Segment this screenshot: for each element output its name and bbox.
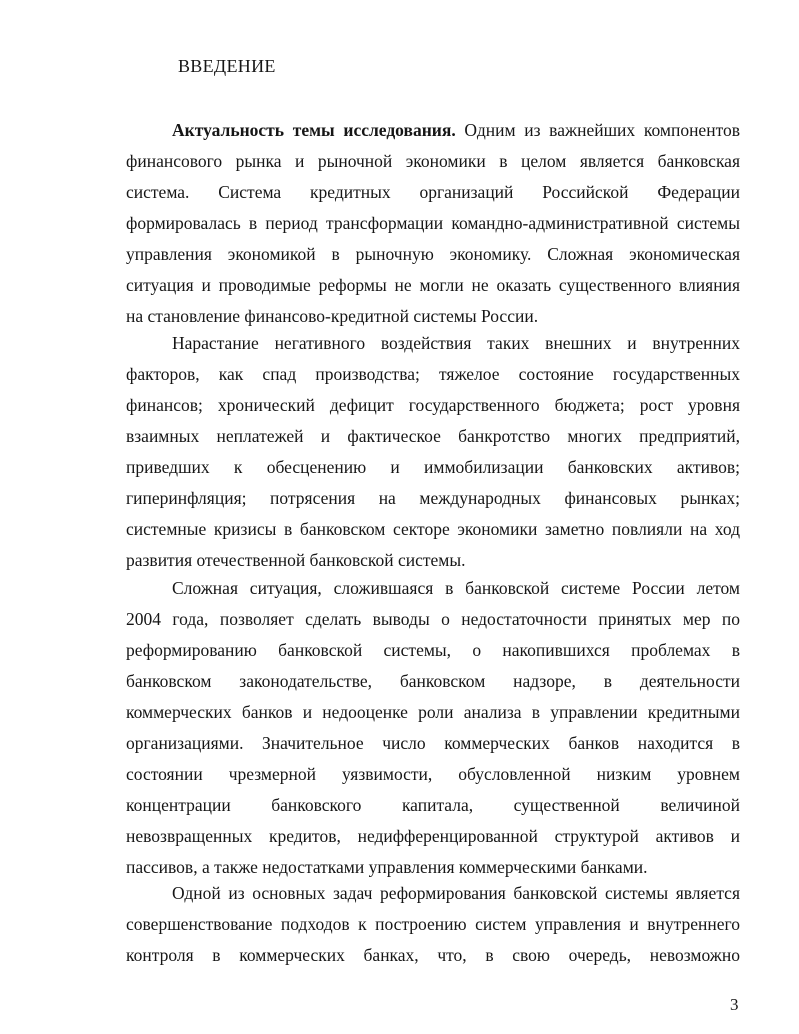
paragraph-line: на становление финансово-кредитной системы России.: [126, 306, 539, 326]
paragraph-line: контроля в коммерческих банках, что, в свою очередь, невозможно: [126, 945, 740, 965]
paragraph-line: гиперинфляция; потрясения на международных финансовых рынках;: [126, 488, 740, 508]
paragraph-line: совершенствование подходов к построению систем управления и внутреннего: [126, 914, 740, 934]
paragraph-line: [126, 115, 740, 146]
paragraph-line: формировалась в период трансформации командно-административной системы: [126, 213, 740, 233]
paragraph-line: системные кризисы в банковском секторе экономики заметно повлияли на ход: [126, 519, 740, 539]
paragraph-line: ситуация и проводимые реформы не могли не оказать существенного влияния: [126, 275, 740, 295]
paragraph-line: факторов, как спад производства; тяжелое состояние государственных: [126, 364, 740, 384]
paragraph-line: взаимных неплатежей и фактическое банкротство многих предприятий,: [126, 426, 740, 446]
paragraph-4: [126, 878, 740, 971]
paragraph-line: система. Система кредитных организаций Российской Федерации: [126, 182, 740, 202]
section-heading: ВВЕДЕНИЕ: [178, 56, 276, 76]
paragraph-line: развития отечественной банковской системы.: [126, 550, 466, 570]
paragraph-line: Нарастание негативного воздействия таких внешних и внутренних: [172, 333, 740, 353]
paragraph-line: финансов; хронический дефицит государственного бюджета; рост уровня: [126, 395, 740, 415]
paragraph-line: 2004 года, позволяет сделать выводы о недостаточности принятых мер по: [126, 609, 740, 629]
paragraph-line: пассивов, а также недостатками управления коммерческими банками.: [126, 857, 648, 877]
paragraph-line: Сложная ситуация, сложившаяся в банковской системе России летом: [172, 578, 740, 598]
paragraph-line: состоянии чрезмерной уязвимости, обусловленной низким уровнем: [126, 764, 740, 784]
paragraph-line: коммерческих банков и недооценке роли анализа в управлении кредитными: [126, 702, 740, 722]
paragraph-line-text: Одним из важнейших компонентов: [455, 120, 740, 140]
paragraph-line: невозвращенных кредитов, недифференцированной структурой активов и: [126, 826, 740, 846]
page-number: 3: [730, 995, 739, 1014]
paragraph-1: [126, 115, 740, 332]
paragraph-3: [126, 573, 740, 883]
paragraph-line: банковском законодательстве, банковском надзоре, в деятельности: [126, 671, 740, 691]
paragraph-line: организациями. Значительное число коммерческих банков находится в: [126, 733, 740, 753]
paragraph-2: [126, 328, 740, 576]
paragraph-line: управления экономикой в рыночную экономику. Сложная экономическая: [126, 244, 740, 264]
paragraph-line: приведших к обесценению и иммобилизации банковских активов;: [126, 457, 740, 477]
paragraph-line: концентрации банковского капитала, существенной величиной: [126, 795, 740, 815]
paragraph-line: финансового рынка и рыночной экономики в целом является банковская: [126, 151, 740, 171]
paragraph-line: Одной из основных задач реформирования банковской системы является: [172, 883, 740, 903]
bold-lead: Актуальность темы исследования.: [172, 120, 456, 140]
paragraph-line: реформированию банковской системы, о накопившихся проблемах в: [126, 640, 740, 660]
